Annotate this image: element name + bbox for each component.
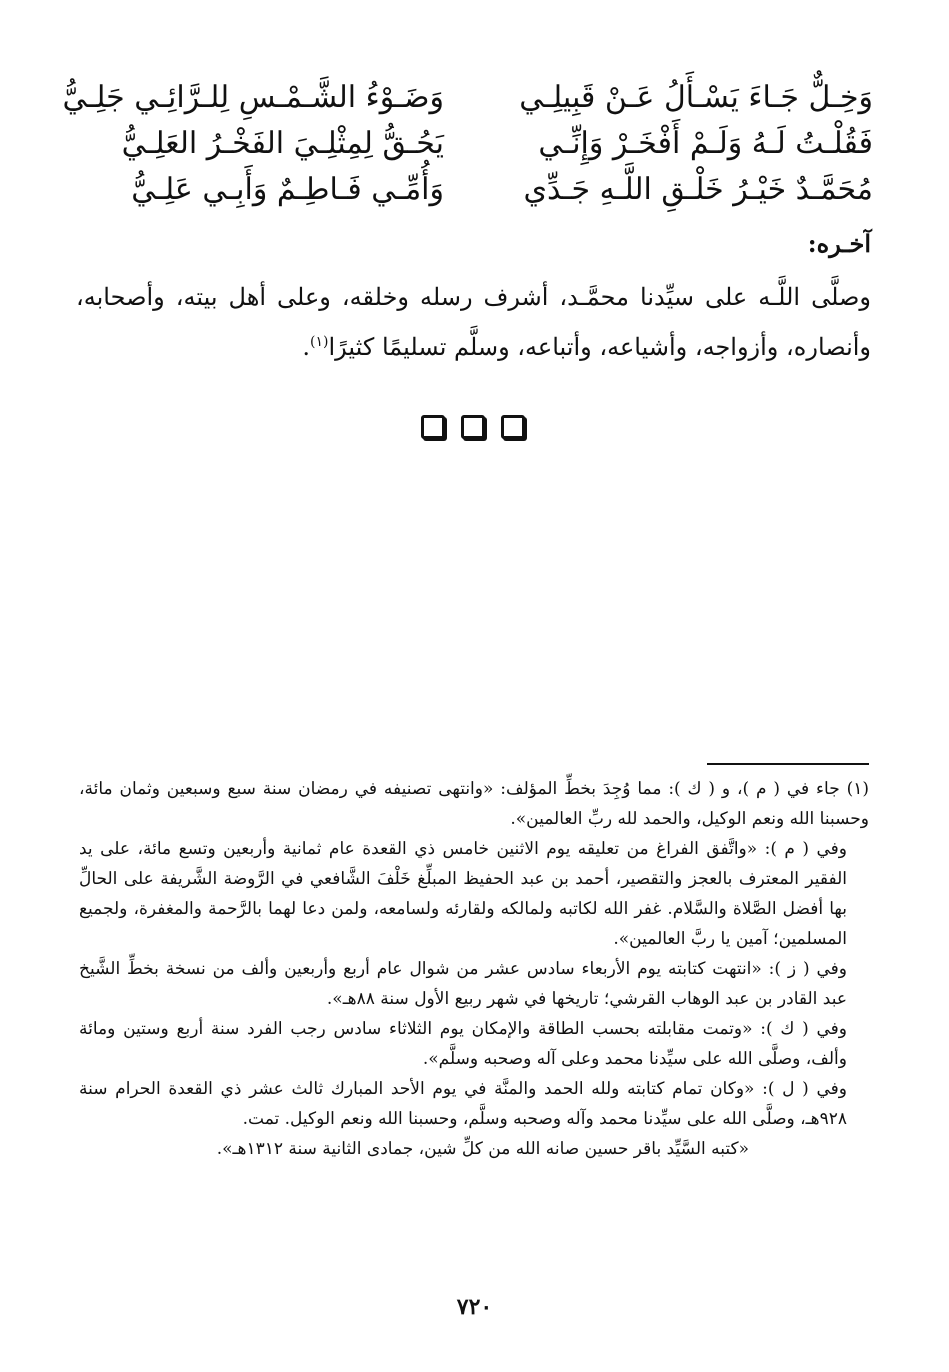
footnote-manuscript-z: وفي ( ز ): «انتهت كتابته يوم الأربعاء سادس عشر من شوال عام أربع وأربعين وألف من نسخة بخطِّ الشَّيخ عبد القادر بن عبد الوهاب القرشي؛ تاريخها في شهر ربيع الأول سنة ٨٨هـ». bbox=[79, 959, 847, 1009]
hollow-square-icon bbox=[421, 415, 445, 439]
hollow-square-icon bbox=[461, 415, 485, 439]
footnote-manuscript-k: وفي ( ك ): «وتمت مقابلته بحسب الطاقة والإمكان يوم الثلاثاء سادس رجب الفرد سنة أربع وستين ومائة وألف، وصلَّى الله على سيِّدنا محمد وعلى آله وصحبه وسلَّم». bbox=[79, 1019, 847, 1069]
footnote-manuscript-m: وفي ( م ): «واتَّفق الفراغ من تعليقه يوم الاثنين خامس ذي القعدة عام ثمانية وأربعين وتسع مائة، على يد الفقير المعترف بالعجز والتقصير، أحمد بن عبد الحفيظ المبلِّغ خَلْفَ الشَّافعي في الرَّوضة الشَّريفة على الحالِّ بها أفضل الصَّلاة والسَّلام. غفر الله لكاتبه ولمالكه ولقارئه ولسامعه، ولمن دعا لهما بالرَّحمة والمغفرة، ولجميع المسلمين؛ آمين يا ربَّ العالمين». bbox=[79, 839, 847, 949]
poem-verse-2-first-hemistich: فَقُلْـتُ لَـهُ وَلَـمْ أَفْخَـرْ وَإِنِّـي bbox=[538, 126, 873, 161]
closing-end: . bbox=[302, 333, 311, 361]
poem-verse-3-second-hemistich: وَأُمِّـي فَـاطِـمٌ وَأَبِـي عَلِـيُّ bbox=[131, 172, 444, 207]
three-hollow-squares-icon bbox=[421, 415, 525, 439]
poem-verse-1-second-hemistich: وَضَـوْءُ الشَّـمْـسِ لِلـرَّائِـي جَلِـيُّ bbox=[62, 80, 444, 115]
closing-text: وصلَّى اللَّـه على سيِّدنا محمَّـد، أشرف رسله وخلقه، وعلى أهل بيته، وأصحابه، وأنصاره، وأزواجه، وأشياعه، وأتباعه، وسلَّم تسليمًا كثيرًا bbox=[76, 283, 871, 361]
poem-verse-1-first-hemistich: وَخِـلٌّ جَـاءَ يَسْـأَلُ عَـنْ قَبِيلِـي bbox=[519, 80, 873, 115]
closing-heading: آخـره: bbox=[807, 229, 871, 258]
poem-verse-3-first-hemistich: مُحَمَّـدٌ خَيْـرُ خَلْـقِ اللَّـهِ جَـدِّي bbox=[523, 172, 873, 207]
footnote-separator bbox=[707, 763, 869, 765]
closing-paragraph bbox=[76, 275, 871, 370]
footnote-manuscript-l: وفي ( ل ): «وكان تمام كتابته ولله الحمد والمنَّة في يوم الأحد المبارك ثالث عشر ذي القعدة الحرام سنة ٩٢٨هـ، وصلَّى الله على سيِّدنا محمد وآله وصحبه وسلَّم، وحسبنا الله ونعم الوكيل. تمت. bbox=[79, 1079, 847, 1129]
poem-verse-2-second-hemistich: يَحُـقُّ لِمِثْلِـيَ الفَخْـرُ العَلِـيُّ bbox=[121, 126, 444, 161]
footnotes bbox=[79, 774, 869, 1164]
footnote-1: (١) جاء في ( م )، و ( ك ): مما وُجِدَ بخطِّ المؤلف: «وانتهى تصنيفه في رمضان سنة سبع وسبعين وثمان مائة، وحسبنا الله ونعم الوكيل، والحمد لله ربِّ العالمين». bbox=[79, 779, 869, 829]
footnote-marker: (١) bbox=[310, 334, 329, 350]
page-number: ٧٢٠ bbox=[456, 1294, 493, 1320]
footnote-colophon: «كتبه السَّيِّد باقر حسين صانه الله من كلِّ شين، جمادى الثانية سنة ١٣١٢هـ». bbox=[216, 1139, 749, 1159]
hollow-square-icon bbox=[501, 415, 525, 439]
